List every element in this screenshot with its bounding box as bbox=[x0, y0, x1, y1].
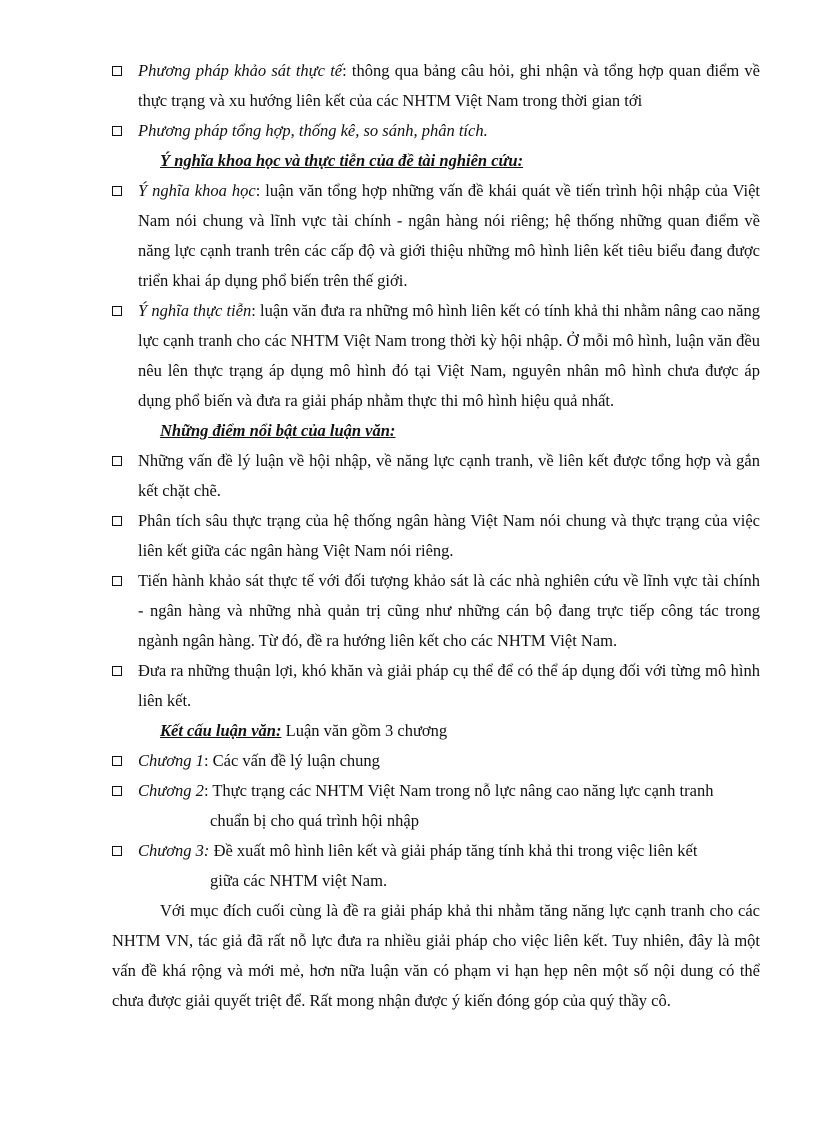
item-label: Phương pháp khảo sát thực tế bbox=[138, 61, 343, 80]
chapter-label: Chương 2 bbox=[138, 781, 204, 800]
chapter-label: Chương 1 bbox=[138, 751, 204, 770]
checkbox-bullet-icon bbox=[112, 66, 122, 76]
chapter-label: Chương 3: bbox=[138, 841, 210, 860]
checkbox-bullet-icon bbox=[112, 576, 122, 586]
list-item-method-survey bbox=[112, 56, 760, 116]
heading-text: Kết cấu luận văn: bbox=[160, 721, 282, 740]
heading-text: Những điểm nổi bật của luận văn: bbox=[160, 421, 396, 440]
checkbox-bullet-icon bbox=[112, 786, 122, 796]
item-label: Ý nghĩa thực tiễn bbox=[138, 301, 252, 320]
checkbox-bullet-icon bbox=[112, 516, 122, 526]
checkbox-bullet-icon bbox=[112, 186, 122, 196]
checkbox-bullet-icon bbox=[112, 666, 122, 676]
item-label: Phương pháp tổng hợp, thống kê, so sánh, phân tích. bbox=[138, 121, 488, 140]
list-item-highlight bbox=[112, 566, 760, 656]
document-page bbox=[112, 56, 760, 1016]
heading-highlights bbox=[112, 416, 760, 446]
item-text: : thông qua bảng câu hỏi, ghi nhận và tổng hợp quan điểm về thực trạng và xu hướng liên kết của các NHTM Việt Nam trong thời gian tới bbox=[138, 61, 760, 110]
list-item-highlight bbox=[112, 446, 760, 506]
list-item-practical-significance bbox=[112, 296, 760, 416]
item-text: : luận văn tổng hợp những vấn đề khái quát về tiến trình hội nhập của Việt Nam nói chung và lĩnh vực tài chính - ngân hàng nói riêng; hệ thống những quan điểm về năng lực cạnh tranh trên các cấp độ và giới thiệu những mô hình liên kết tiêu biểu đang được triển khai áp dụng phổ biến trên thế giới. bbox=[138, 181, 760, 290]
closing-paragraph: Với mục đích cuối cùng là đề ra giải pháp khả thi nhằm tăng năng lực cạnh tranh cho các NHTM VN, tác giả đã rất nỗ lực đưa ra nhiều giải pháp cho việc liên kết. Tuy nhiên, đây là một vấn đề khá rộng và mới mẻ, hơn nữa luận văn có phạm vi hạn hẹp nên một số nội dung có thể chưa được giải quyết triệt để. Rất mong nhận được ý kiến đóng góp của quý thầy cô. bbox=[112, 901, 760, 1010]
checkbox-bullet-icon bbox=[112, 306, 122, 316]
item-text: Phân tích sâu thực trạng của hệ thống ngân hàng Việt Nam nói chung và thực trạng của việc liên kết giữa các ngân hàng Việt Nam nói riêng. bbox=[138, 511, 760, 560]
chapter-title: : Thực trạng các NHTM Việt Nam trong nỗ lực nâng cao năng lực cạnh tranh bbox=[203, 781, 714, 800]
checkbox-bullet-icon bbox=[112, 126, 122, 136]
list-item-chapter-1 bbox=[112, 746, 760, 776]
list-item-method-synthesis bbox=[112, 116, 760, 146]
chapter-title-continued: giữa các NHTM việt Nam. bbox=[210, 871, 388, 890]
list-item-scientific-significance bbox=[112, 176, 760, 296]
item-text: Những vấn đề lý luận về hội nhập, về năng lực cạnh tranh, về liên kết được tổng hợp và gắn kết chặt chẽ. bbox=[138, 451, 760, 500]
item-label: Ý nghĩa khoa học bbox=[138, 181, 256, 200]
heading-significance bbox=[112, 146, 760, 176]
list-item-highlight bbox=[112, 506, 760, 566]
list-item-highlight bbox=[112, 656, 760, 716]
chapter-title: Đề xuất mô hình liên kết và giải pháp tăng tính khả thi trong việc liên kết bbox=[209, 841, 698, 860]
list-item-chapter-3 bbox=[112, 836, 760, 896]
checkbox-bullet-icon bbox=[112, 846, 122, 856]
list-item-chapter-2 bbox=[112, 776, 760, 836]
item-text: Đưa ra những thuận lợi, khó khăn và giải pháp cụ thể để có thể áp dụng đối với từng mô hình liên kết. bbox=[138, 661, 760, 710]
item-text: Tiến hành khảo sát thực tế với đối tượng khảo sát là các nhà nghiên cứu về lĩnh vực tài chính - ngân hàng và những nhà quản trị cũng như những cán bộ đang trực tiếp công tác trong ngành ngân hàng. Từ đó, đề ra hướng liên kết cho các NHTM Việt Nam. bbox=[138, 571, 760, 650]
checkbox-bullet-icon bbox=[112, 456, 122, 466]
item-text: : luận văn đưa ra những mô hình liên kết có tính khả thi nhằm nâng cao năng lực cạnh tranh cho các NHTM Việt Nam trong thời kỳ hội nhập. Ở mỗi mô hình, luận văn đều nêu lên thực trạng áp dụng mô hình đó tại Việt Nam, nguyên nhân mô hình chưa được áp dụng phổ biến và đưa ra giải pháp nhằm thực thi mô hình hiệu quả nhất. bbox=[138, 301, 760, 410]
heading-text: Ý nghĩa khoa học và thực tiễn của đề tài nghiên cứu: bbox=[160, 151, 524, 170]
heading-rest-text: Luận văn gồm 3 chương bbox=[281, 721, 448, 740]
chapter-title: : Các vấn đề lý luận chung bbox=[203, 751, 380, 770]
chapter-title-continued: chuẩn bị cho quá trình hội nhập bbox=[210, 811, 419, 830]
checkbox-bullet-icon bbox=[112, 756, 122, 766]
heading-structure bbox=[112, 716, 760, 746]
